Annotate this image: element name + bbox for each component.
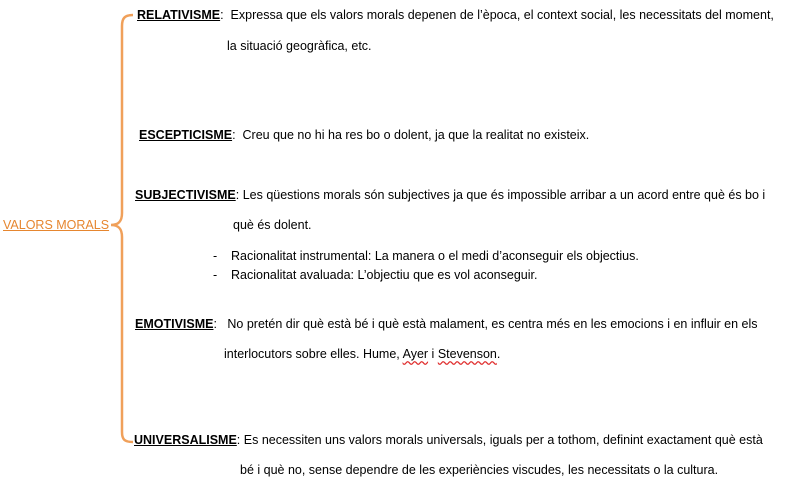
entry-relativisme [137,7,774,23]
emotivisme-text-2-start: interlocutors sobre elles. Hume, [224,347,400,361]
term-emotivisme: EMOTIVISME [135,317,214,331]
subjectivisme-text-1: Les qüestions morals són subjectives ja que és impossible arribar a un acord entre què és bo i [242,188,766,202]
bullet-item [213,267,537,283]
term-separator: : [220,8,224,22]
entry-universalisme [134,432,763,448]
term-separator: : [236,433,241,447]
term-relativisme: RELATIVISME [137,8,221,22]
relativisme-text-1: Expressa que els valors morals depenen de l’època, el context social, les necessitats del moment, [230,8,774,22]
bullet-item [213,248,639,264]
emotivisme-text-2 [224,346,500,362]
conjunction-i: i [431,347,435,361]
entry-subjectivisme [135,187,765,203]
name-ayer: Ayer [402,347,429,361]
bullet-dash: - [213,249,218,263]
term-universalisme: UNIVERSALISME [134,433,237,447]
escepticisme-text-1: Creu que no hi ha res bo o dolent, ja que la realitat no existeix. [242,128,590,142]
emotivisme-text-1: No pretén dir què està bé i què està malament, es centra més en les emocions i en influir en els [227,317,758,331]
bullet-text: Racionalitat instrumental: La manera o el medi d’aconseguir els objectius. [231,249,639,263]
bullet-text: Racionalitat avaluada: L’objectiu que es vol aconseguir. [231,268,538,282]
universalisme-text-2: bé i què no, sense dependre de les experiències viscudes, les necessitats o la cultura. [240,463,719,477]
term-subjectivisme: SUBJECTIVISME [135,188,236,202]
bullet-dash: - [213,268,218,282]
period: . [496,347,501,361]
subjectivisme-text-2: què és dolent. [233,218,312,232]
universalisme-text-1: Es necessiten uns valors morals universals, iguals per a tothom, definint exactament què està [243,433,763,447]
term-separator: : [235,188,240,202]
term-escepticisme: ESCEPTICISME [139,128,233,142]
entry-escepticisme [139,127,589,143]
term-separator: : [232,128,236,142]
name-stevenson: Stevenson [437,347,497,361]
root-label: VALORS MORALS [3,218,110,232]
term-separator: : [213,317,217,331]
relativisme-text-2: la situació geogràfica, etc. [227,39,372,53]
entry-emotivisme [135,316,758,332]
